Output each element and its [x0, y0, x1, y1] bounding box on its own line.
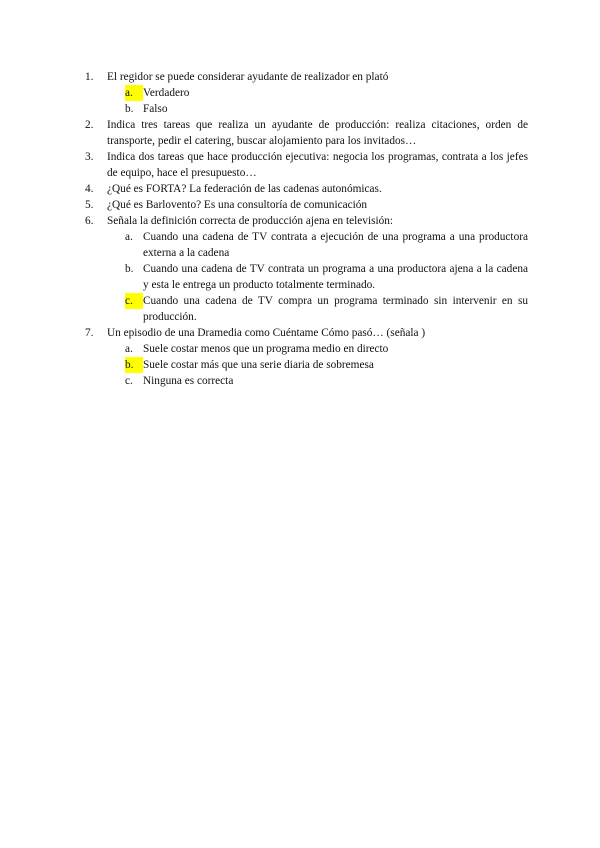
- option-6a: [85, 229, 528, 261]
- question-4: [85, 181, 528, 197]
- option-1a: [85, 85, 528, 101]
- option-letter-highlighted: c.: [125, 293, 143, 309]
- option-1b: [85, 101, 528, 117]
- question-text: Un episodio de una Dramedia como Cuéntame Cómo pasó… (señala ): [107, 327, 426, 339]
- question-6: [85, 213, 528, 229]
- question-3: [85, 149, 528, 181]
- question-1: [85, 69, 528, 85]
- question-number: 1.: [85, 71, 94, 83]
- option-text: Suele costar menos que un programa medio en directo: [143, 343, 389, 355]
- option-text: Ninguna es correcta: [143, 375, 234, 387]
- question-7-options: [85, 341, 528, 389]
- option-7c: [85, 373, 528, 389]
- question-text: ¿Qué es FORTA? La federación de las cadenas autonómicas.: [107, 183, 382, 195]
- question-number: 3.: [85, 151, 94, 163]
- option-6b: [85, 261, 528, 293]
- question-number: 5.: [85, 199, 94, 211]
- option-letter-highlighted: a.: [125, 85, 143, 101]
- option-text: Cuando una cadena de TV contrata a ejecución de una programa a una productora externa a la cadena: [143, 231, 528, 259]
- option-letter: b.: [125, 103, 134, 115]
- question-text: Señala la definición correcta de producción ajena en televisión:: [107, 215, 394, 227]
- question-text: El regidor se puede considerar ayudante de realizador en plató: [107, 71, 389, 83]
- question-text: Indica dos tareas que hace producción ejecutiva: negocia los programas, contrata a los jefes de equipo, hace el presupuesto…: [107, 151, 528, 179]
- option-letter: b.: [125, 263, 134, 275]
- option-letter-highlighted: b.: [125, 357, 143, 373]
- question-number: 4.: [85, 183, 94, 195]
- question-2: [85, 117, 528, 149]
- option-7b: [85, 357, 528, 373]
- option-text: Cuando una cadena de TV compra un programa terminado sin intervenir en su producción.: [143, 295, 528, 323]
- option-text: Falso: [143, 103, 168, 115]
- question-text: Indica tres tareas que realiza un ayudante de producción: realiza citaciones, orden de transporte, pedir el catering, buscar alojamiento para los invitados…: [107, 119, 528, 147]
- question-number: 6.: [85, 215, 94, 227]
- option-letter: a.: [125, 231, 133, 243]
- question-7: [85, 325, 528, 341]
- question-5: [85, 197, 528, 213]
- option-6c: [85, 293, 528, 325]
- question-number: 2.: [85, 119, 94, 131]
- option-7a: [85, 341, 528, 357]
- option-text: Verdadero: [143, 87, 190, 99]
- question-6-options: [85, 229, 528, 325]
- question-number: 7.: [85, 327, 94, 339]
- option-letter: a.: [125, 343, 133, 355]
- question-1-options: [85, 85, 528, 117]
- option-text: Cuando una cadena de TV contrata un programa a una productora ajena a la cadena y esta le entrega un producto totalmente terminado.: [143, 263, 528, 291]
- option-text: Suele costar más que una serie diaria de sobremesa: [143, 359, 374, 371]
- question-text: ¿Qué es Barlovento? Es una consultoría de comunicación: [107, 199, 368, 211]
- option-letter: c.: [125, 375, 133, 387]
